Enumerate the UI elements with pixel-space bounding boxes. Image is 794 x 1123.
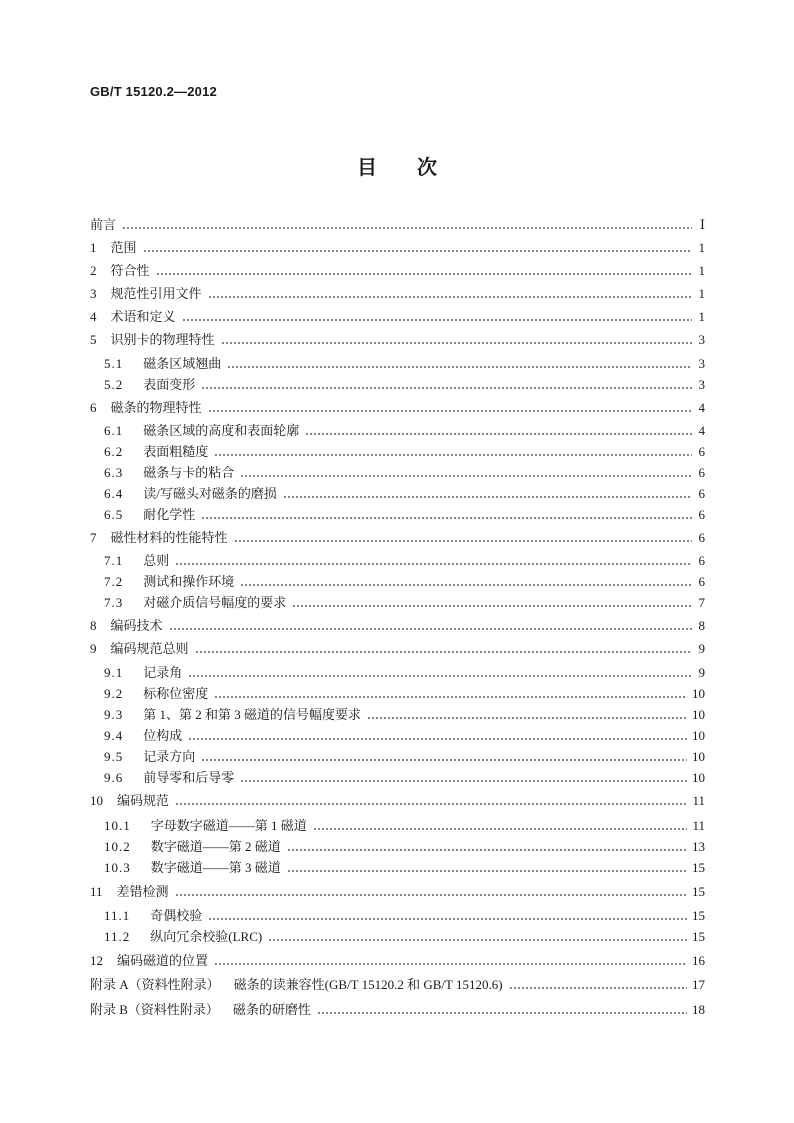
toc-entry <box>90 791 705 811</box>
toc-entry <box>90 307 705 327</box>
toc-entry-page: 1 <box>698 240 705 255</box>
dot-leader <box>169 616 692 636</box>
toc-entry-page: 4 <box>698 423 705 438</box>
toc-entry-number: 6.3 <box>104 465 124 480</box>
dot-leader <box>208 906 687 926</box>
toc-subentry <box>104 705 705 725</box>
toc-appendix-label: 附录 A（资料性附录） <box>90 977 220 992</box>
toc-entry-title: 表面变形 <box>143 377 196 392</box>
dot-leader <box>175 791 687 811</box>
toc-entry-title: 记录角 <box>143 665 183 680</box>
dot-leader <box>188 726 687 746</box>
toc-subentry <box>104 858 705 878</box>
toc-appendix-entry <box>90 1000 705 1020</box>
toc-entry-title: 位构成 <box>143 728 183 743</box>
toc-entry-number: 4 <box>90 309 97 324</box>
toc-entry <box>90 882 705 902</box>
toc-entry-title: 标称位密度 <box>143 686 209 701</box>
toc-entry-number: 2 <box>90 263 97 278</box>
toc-entry <box>90 215 705 235</box>
toc-entry-page: 10 <box>692 728 705 743</box>
toc-entry-title: 磁条区域的高度和表面轮廓 <box>143 423 300 438</box>
toc-entry-title: 符合性 <box>110 263 150 278</box>
dot-leader <box>313 816 688 836</box>
toc-entry-title: 磁条区域翘曲 <box>143 356 222 371</box>
dot-leader <box>509 975 687 995</box>
toc-entry-number: 11.2 <box>104 929 131 944</box>
toc-entry-number: 10.1 <box>104 818 131 833</box>
dot-leader <box>201 747 687 767</box>
dot-leader <box>182 307 692 327</box>
toc-subentry <box>104 768 705 788</box>
dot-leader <box>214 442 692 462</box>
dot-leader <box>287 858 687 878</box>
toc-subentry <box>104 663 705 683</box>
dot-leader <box>268 927 687 947</box>
toc-entry-title: 范围 <box>110 240 137 255</box>
toc-entry-page: 10 <box>692 707 705 722</box>
toc-entry-number: 6 <box>90 400 97 415</box>
toc-entry-number: 6.2 <box>104 444 124 459</box>
toc-entry-title: 差错检测 <box>116 884 169 899</box>
toc-entry-page: 7 <box>698 595 705 610</box>
toc-entry-page: 1 <box>698 286 705 301</box>
toc-entry-title: 编码磁道的位置 <box>117 953 209 968</box>
toc-entry-title: 磁性材料的性能特性 <box>110 530 228 545</box>
dot-leader <box>122 215 692 235</box>
toc-entry-title: 纵向冗余校验(LRC) <box>150 929 263 944</box>
dot-leader <box>287 837 687 857</box>
toc-entry-title: 编码规范总则 <box>110 641 189 656</box>
toc-entry-page: 6 <box>698 486 705 501</box>
toc-entry-number: 3 <box>90 286 97 301</box>
toc-entry-page: 6 <box>698 507 705 522</box>
toc-entry-page: 6 <box>698 444 705 459</box>
toc-entry-number: 9.3 <box>104 707 124 722</box>
dot-leader <box>208 284 692 304</box>
toc-entry-title: 磁条的物理特性 <box>110 400 202 415</box>
toc-entry-title: 规范性引用文件 <box>110 286 202 301</box>
toc-entry-number: 6.5 <box>104 507 124 522</box>
toc-entry-number: 9.1 <box>104 665 124 680</box>
toc-entry-title: 前言 <box>90 217 117 232</box>
toc-entry-title: 记录方向 <box>143 749 196 764</box>
toc-entry <box>90 261 705 281</box>
toc-entry-title: 表面粗糙度 <box>143 444 209 459</box>
toc-entry-page: 1 <box>698 309 705 324</box>
toc-subentry <box>104 927 705 947</box>
toc-entry-page: 17 <box>692 977 705 992</box>
toc-entry-number: 1 <box>90 240 97 255</box>
toc-entry-title: 耐化学性 <box>143 507 196 522</box>
dot-leader <box>208 398 692 418</box>
toc-entry-title: 磁条的读兼容性(GB/T 15120.2 和 GB/T 15120.6) <box>233 977 503 992</box>
toc-entry-number: 11.1 <box>104 908 131 923</box>
toc-entry <box>90 616 705 636</box>
dot-leader <box>175 882 687 902</box>
toc-entry-title: 字母数字磁道——第 1 磁道 <box>150 818 307 833</box>
toc-entry <box>90 284 705 304</box>
toc-entry-number: 5 <box>90 332 97 347</box>
dot-leader <box>214 951 687 971</box>
toc-entry-title: 磁条与卡的粘合 <box>143 465 235 480</box>
toc-entry-page: 16 <box>692 953 705 968</box>
toc-entry-page: 6 <box>698 465 705 480</box>
toc-entry-page: 3 <box>698 332 705 347</box>
toc-entry-number: 9.2 <box>104 686 124 701</box>
toc-entry-page: 11 <box>692 793 705 808</box>
dot-leader <box>283 484 692 504</box>
toc-entry-page: 15 <box>692 908 705 923</box>
toc-entry-title: 对磁介质信号幅度的要求 <box>143 595 287 610</box>
toc-entry-page: 3 <box>698 377 705 392</box>
toc-entry-title: 识别卡的物理特性 <box>110 332 215 347</box>
toc-entry-number: 10 <box>90 793 103 808</box>
toc-entry-title: 奇偶校验 <box>150 908 203 923</box>
dot-leader <box>156 261 692 281</box>
toc-subentry <box>104 816 705 836</box>
toc-entry-number: 12 <box>90 953 103 968</box>
toc-subentry <box>104 505 705 525</box>
toc-entry-page: 15 <box>692 929 705 944</box>
toc-entry-page: 11 <box>692 818 705 833</box>
dot-leader <box>234 528 692 548</box>
dot-leader <box>175 551 692 571</box>
toc-subentry <box>104 747 705 767</box>
toc-entry <box>90 639 705 659</box>
dot-leader <box>240 768 687 788</box>
dot-leader <box>240 463 692 483</box>
document-code: GB/T 15120.2—2012 <box>90 84 217 99</box>
dot-leader <box>201 375 692 395</box>
toc-entry-title: 数字磁道——第 3 磁道 <box>150 860 281 875</box>
toc-subentry <box>104 484 705 504</box>
toc-subentry <box>104 837 705 857</box>
toc-entry-page: 13 <box>692 839 705 854</box>
toc-subentry <box>104 906 705 926</box>
toc-entry-page: 15 <box>692 884 705 899</box>
toc-entry-page: 6 <box>698 553 705 568</box>
toc-entry-title: 读/写磁头对磁条的磨损 <box>143 486 277 501</box>
toc-entry-page: 9 <box>698 641 705 656</box>
toc-entry-number: 9.6 <box>104 770 124 785</box>
toc-entry-page: 6 <box>698 574 705 589</box>
toc-entry-title: 测试和操作环境 <box>143 574 235 589</box>
toc-entry-title: 编码规范 <box>117 793 170 808</box>
toc-entry-page: 8 <box>698 618 705 633</box>
toc-subentry <box>104 684 705 704</box>
toc-entry-page: 18 <box>692 1002 705 1017</box>
toc-entry-number: 7.1 <box>104 553 124 568</box>
toc-entry-title: 总则 <box>143 553 170 568</box>
dot-leader <box>201 505 692 525</box>
toc-appendix-label: 附录 B（资料性附录） <box>90 1002 219 1017</box>
toc-entry-number: 9.4 <box>104 728 124 743</box>
toc-entry-page: 15 <box>692 860 705 875</box>
toc-entry-title: 磁条的研磨性 <box>232 1002 311 1017</box>
toc-entry-page: 6 <box>698 530 705 545</box>
toc-subentry <box>104 375 705 395</box>
toc-entry <box>90 238 705 258</box>
toc-entry-title: 前导零和后导零 <box>143 770 235 785</box>
dot-leader <box>305 421 692 441</box>
toc-entry-number: 5.1 <box>104 356 124 371</box>
dot-leader <box>292 593 692 613</box>
toc-entry <box>90 330 705 350</box>
dot-leader <box>195 639 692 659</box>
toc-entry-number: 11 <box>90 884 103 899</box>
toc-entry <box>90 528 705 548</box>
toc-entry <box>90 951 705 971</box>
dot-leader <box>214 684 687 704</box>
toc-subentry <box>104 354 705 374</box>
toc-entry-title: 编码技术 <box>110 618 163 633</box>
toc-subentry <box>104 421 705 441</box>
dot-leader <box>188 663 692 683</box>
dot-leader <box>227 354 692 374</box>
dot-leader <box>221 330 692 350</box>
toc-entry-page: 10 <box>692 770 705 785</box>
toc-entry-title: 数字磁道——第 2 磁道 <box>150 839 281 854</box>
toc-entry-number: 9 <box>90 641 97 656</box>
toc-entry-number: 9.5 <box>104 749 124 764</box>
toc-entry-page: 10 <box>692 749 705 764</box>
toc-entry <box>90 398 705 418</box>
toc-entry-page: Ⅰ <box>699 217 705 232</box>
toc-subentry <box>104 593 705 613</box>
dot-leader <box>367 705 687 725</box>
toc-entry-title: 第 1、第 2 和第 3 磁道的信号幅度要求 <box>143 707 362 722</box>
toc-entry-number: 10.2 <box>104 839 131 854</box>
toc-entry-page: 1 <box>698 263 705 278</box>
toc-entry-title: 术语和定义 <box>110 309 176 324</box>
toc-subentry <box>104 551 705 571</box>
toc-subentry <box>104 572 705 592</box>
toc-entry-page: 3 <box>698 356 705 371</box>
toc-entry-number: 7.2 <box>104 574 124 589</box>
toc-subentry <box>104 442 705 462</box>
toc-entry-number: 6.4 <box>104 486 124 501</box>
toc-subentry <box>104 726 705 746</box>
dot-leader <box>143 238 692 258</box>
toc-entry-number: 10.3 <box>104 860 131 875</box>
toc-entry-page: 9 <box>698 665 705 680</box>
toc-entry-number: 7.3 <box>104 595 124 610</box>
toc-appendix-entry <box>90 975 705 995</box>
toc-entry-page: 10 <box>692 686 705 701</box>
toc-entry-page: 4 <box>698 400 705 415</box>
toc-entry-number: 7 <box>90 530 97 545</box>
toc-subentry <box>104 463 705 483</box>
toc-entry-number: 5.2 <box>104 377 124 392</box>
page-title: 目 次 <box>357 155 447 179</box>
dot-leader <box>240 572 692 592</box>
dot-leader <box>317 1000 687 1020</box>
toc-entry-number: 8 <box>90 618 97 633</box>
toc-entry-number: 6.1 <box>104 423 124 438</box>
